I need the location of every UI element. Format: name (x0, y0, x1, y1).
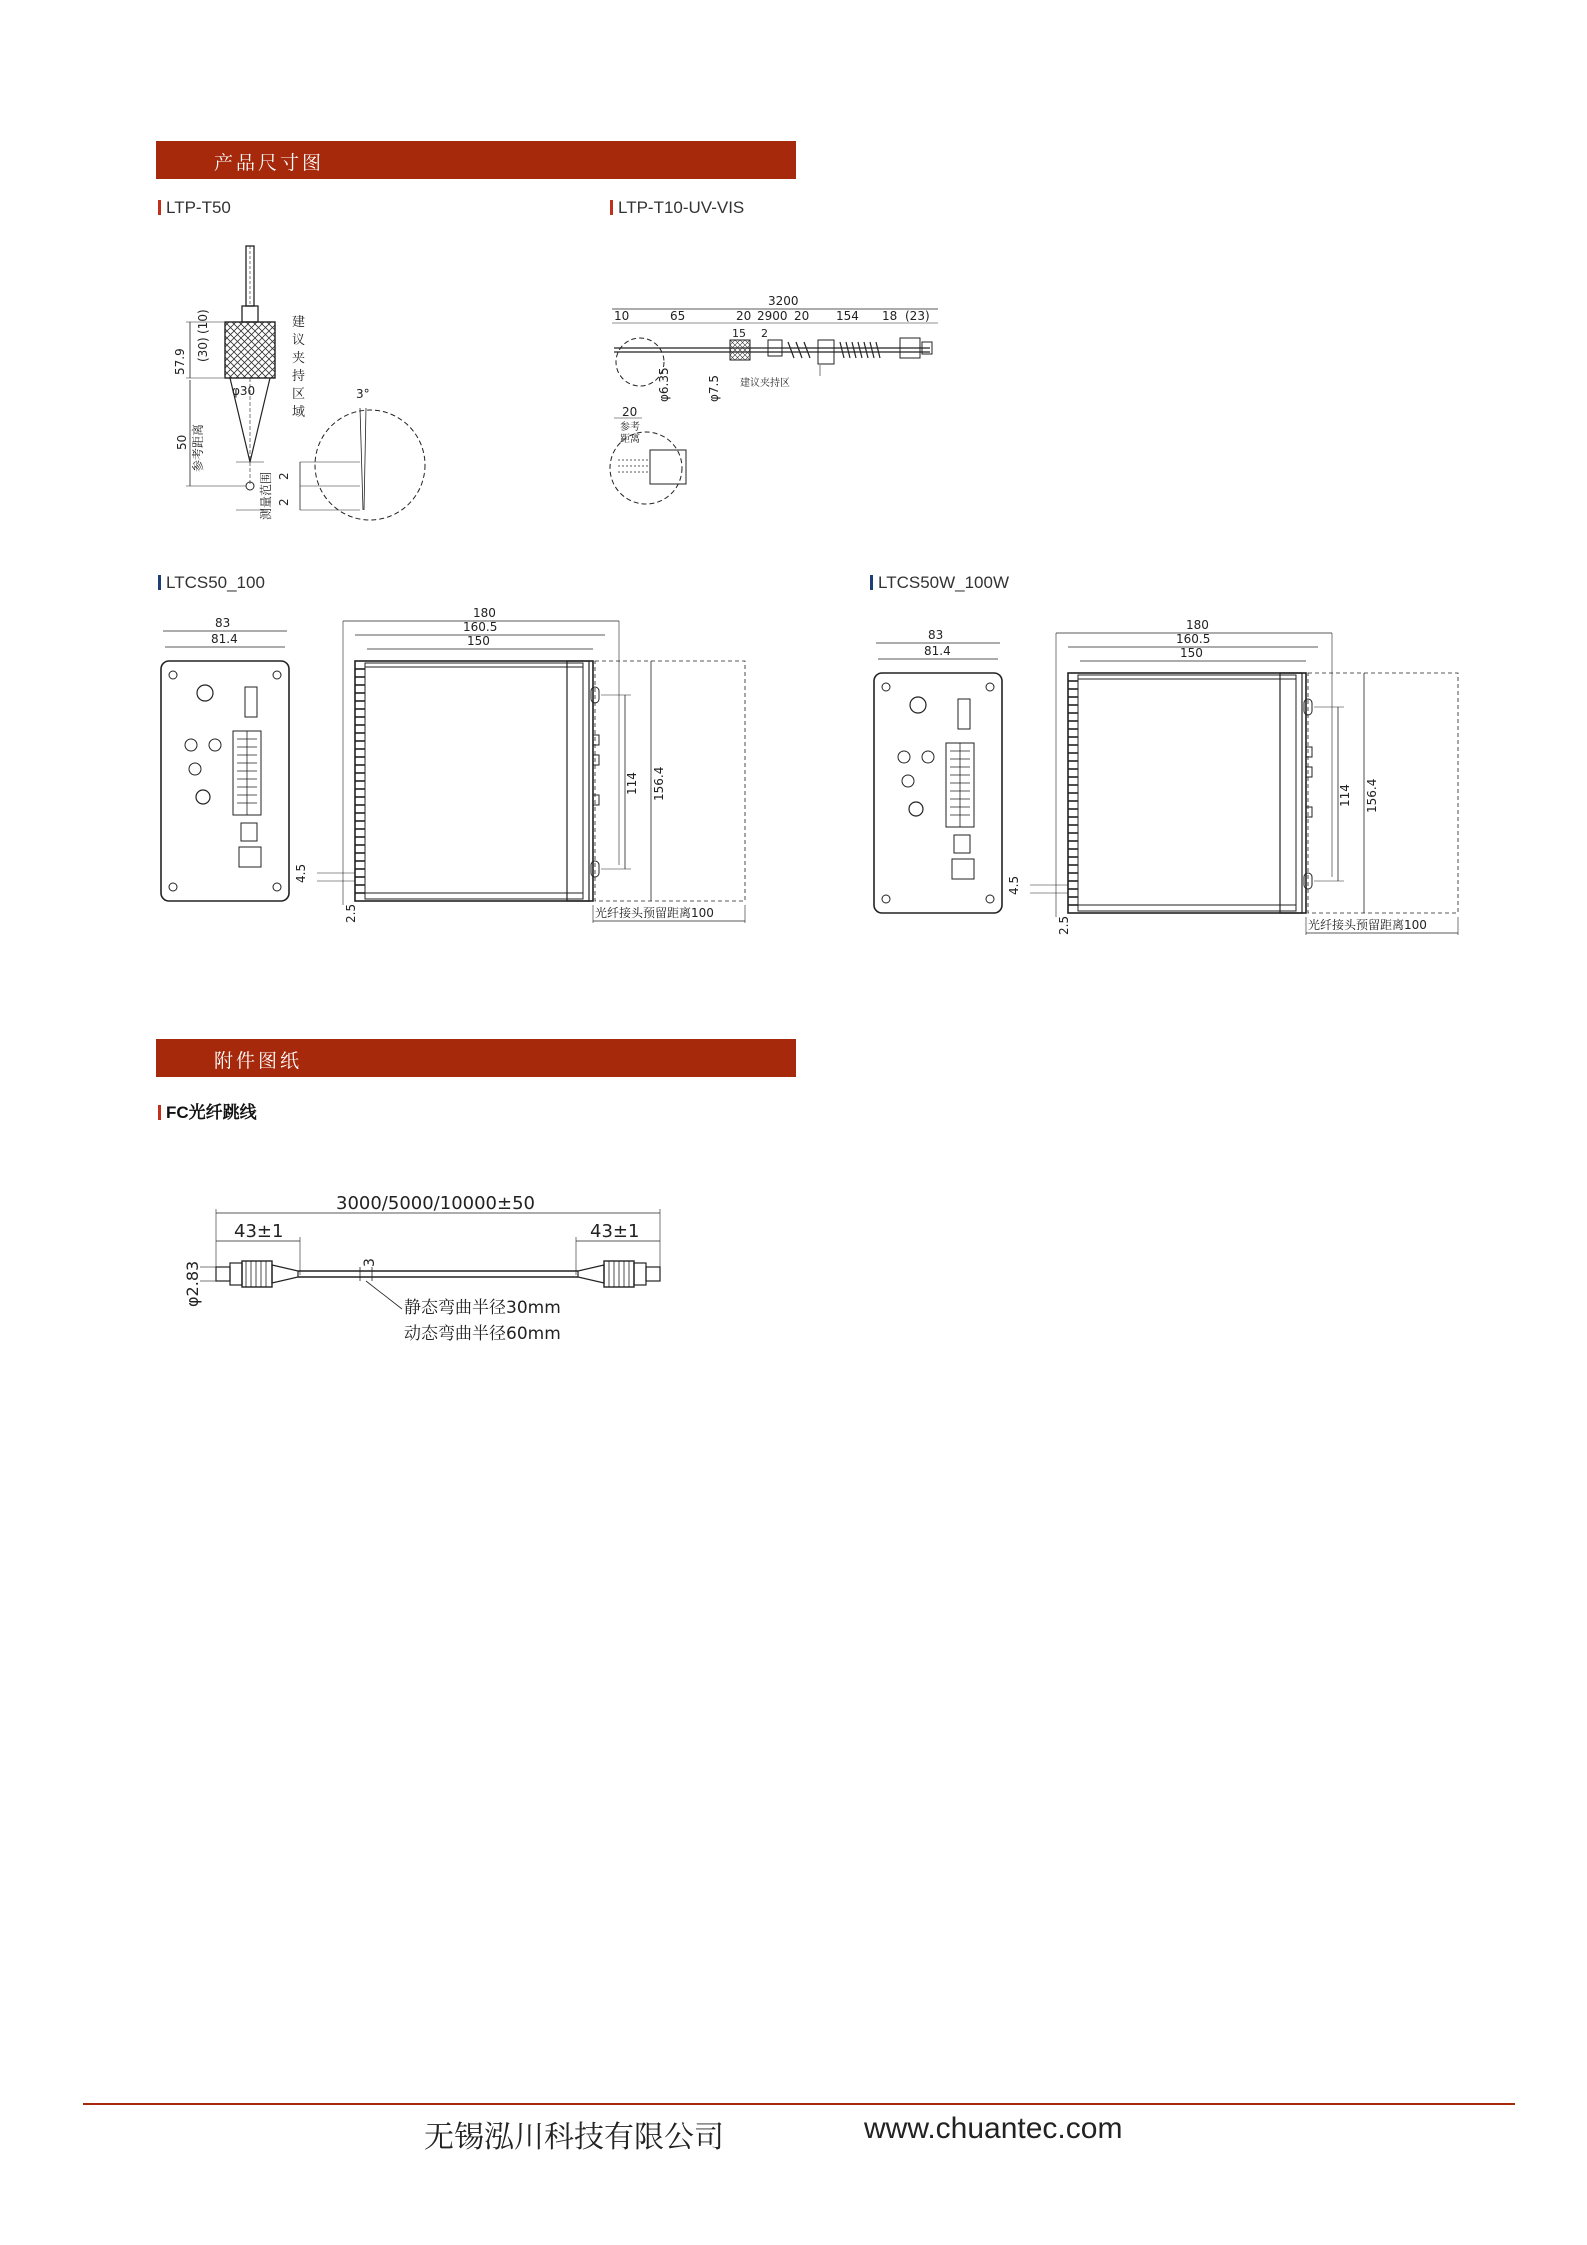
ltp-t10-clamp-label: 建议夹持区 (740, 378, 790, 389)
footer-url[interactable]: www.chuantec.com (864, 2112, 1123, 2145)
subhead-ltcs50w (870, 573, 1009, 593)
ltp-t10-dim-10: 10 (614, 309, 630, 323)
ltcs50-drawing (155, 605, 755, 930)
section-banner-accessories (156, 1039, 796, 1077)
ltcs50-reserve-label: 光纤接头预留距离100 (595, 906, 714, 920)
ltcs50w-reserve-label: 光纤接头预留距离100 (1308, 918, 1427, 932)
fc-cable-dia: φ2.83 (183, 1260, 202, 1307)
ltcs50-dim-81-4: 81.4 (211, 632, 238, 646)
ltcs50w-dim-156-4: 156.4 (1365, 778, 1379, 813)
ltp-t10-dia-635: φ6.35 (657, 367, 671, 402)
ltcs50-dim-2-5: 2.5 (344, 903, 358, 923)
ltp-t50-drawing (150, 240, 450, 540)
subhead-ltp-t10 (610, 198, 744, 218)
ltcs50-dim-83: 83 (215, 616, 231, 630)
marker-bar (610, 200, 613, 215)
ltp-t50-dist-label: 参考距离 (191, 423, 205, 472)
footer-divider (83, 2103, 1515, 2105)
fc-cable-end-right: 43±1 (590, 1221, 640, 1242)
ltcs50w-dim-81-4: 81.4 (924, 644, 951, 658)
ltp-t10-ref-num: 20 (622, 405, 638, 419)
fc-cable-note-dynamic: 动态弯曲半径60mm (404, 1324, 561, 1344)
ltp-t50-clamp-label: 建议夹持区域 (292, 315, 306, 420)
subhead-fc-cable (158, 1098, 257, 1123)
subhead-ltcs50 (158, 573, 265, 593)
ltp-t50-dim-30: (30) (196, 337, 210, 362)
ltcs50-dim-150: 150 (467, 634, 490, 648)
ltp-t10-dim-2: 2 (761, 327, 768, 340)
subhead-label: LTP-T50 (166, 198, 231, 217)
section-title-dimensions: 产品尺寸图 (214, 152, 325, 174)
ltcs50w-dim-83: 83 (928, 628, 944, 642)
ltcs50w-dim-4-5: 4.5 (1007, 875, 1021, 895)
ltp-t50-range-label: 测量范围 (259, 471, 273, 520)
ltp-t50-dim-dia: φ30 (232, 384, 256, 398)
ltcs50w-dim-180: 180 (1186, 618, 1209, 632)
ltp-t50-dim-57-9: 57.9 (173, 348, 187, 375)
ltp-t50-range-2: 2 (277, 498, 291, 506)
ltp-t10-dim-20b: 20 (794, 309, 810, 323)
ltp-t10-dim-20a: 20 (736, 309, 752, 323)
ltp-t10-ref-label-1: 参考 (620, 422, 640, 433)
subhead-ltp-t50 (158, 198, 231, 218)
marker-bar (158, 200, 161, 215)
ltcs50w-dim-160-5: 160.5 (1176, 632, 1211, 646)
marker-bar (158, 575, 161, 590)
ltp-t50-dim-50: 50 (175, 434, 189, 450)
ltcs50-dim-114: 114 (625, 772, 639, 795)
fc-cable-length: 3000/5000/10000±50 (336, 1193, 535, 1214)
fc-cable-drawing (180, 1185, 700, 1355)
ltp-t10-dim-2900: 2900 (757, 309, 788, 323)
ltp-t10-ref-label-2: 距离 (620, 434, 640, 445)
subhead-label: FC光纤跳线 (166, 1103, 257, 1122)
ltcs50-dim-180: 180 (473, 606, 496, 620)
ltp-t10-dim-15: 15 (732, 327, 746, 340)
ltcs50-dim-4-5: 4.5 (294, 863, 308, 883)
subhead-label: LTCS50W_100W (878, 573, 1010, 592)
fc-cable-thickness: 3 (362, 1258, 378, 1267)
ltp-t10-dim-3200: 3200 (768, 294, 799, 308)
ltcs50w-dim-150: 150 (1180, 646, 1203, 660)
marker-bar (158, 1105, 161, 1120)
ltp-t10-dim-65: 65 (670, 309, 686, 323)
ltcs50-dim-156-4: 156.4 (652, 766, 666, 801)
section-title-accessories: 附件图纸 (214, 1050, 303, 1072)
fc-cable-note-static: 静态弯曲半径30mm (404, 1298, 561, 1318)
ltp-t10-dim-18: 18 (882, 309, 898, 323)
ltp-t10-drawing (600, 290, 960, 520)
subhead-label: LTP-T10-UV-VIS (618, 198, 745, 217)
ltp-t10-dia-75: φ7.5 (707, 375, 721, 402)
marker-bar (870, 575, 873, 590)
ltp-t50-range-1: 2 (277, 472, 291, 480)
ltcs50w-dim-2-5: 2.5 (1057, 915, 1071, 935)
ltp-t50-dim-10: (10) (196, 309, 210, 334)
ltp-t10-dim-154: 154 (836, 309, 859, 323)
ltcs50-dim-160-5: 160.5 (463, 620, 498, 634)
ltcs50w-drawing (868, 617, 1468, 942)
ltp-t50-angle: 3° (356, 387, 370, 401)
ltp-t10-dim-23: (23) (905, 309, 930, 323)
fc-cable-end-left: 43±1 (234, 1221, 284, 1242)
section-banner-dimensions (156, 141, 796, 179)
subhead-label: LTCS50_100 (166, 573, 265, 592)
ltcs50w-dim-114: 114 (1338, 784, 1352, 807)
footer-company: 无锡泓川科技有限公司 (424, 2120, 724, 2155)
